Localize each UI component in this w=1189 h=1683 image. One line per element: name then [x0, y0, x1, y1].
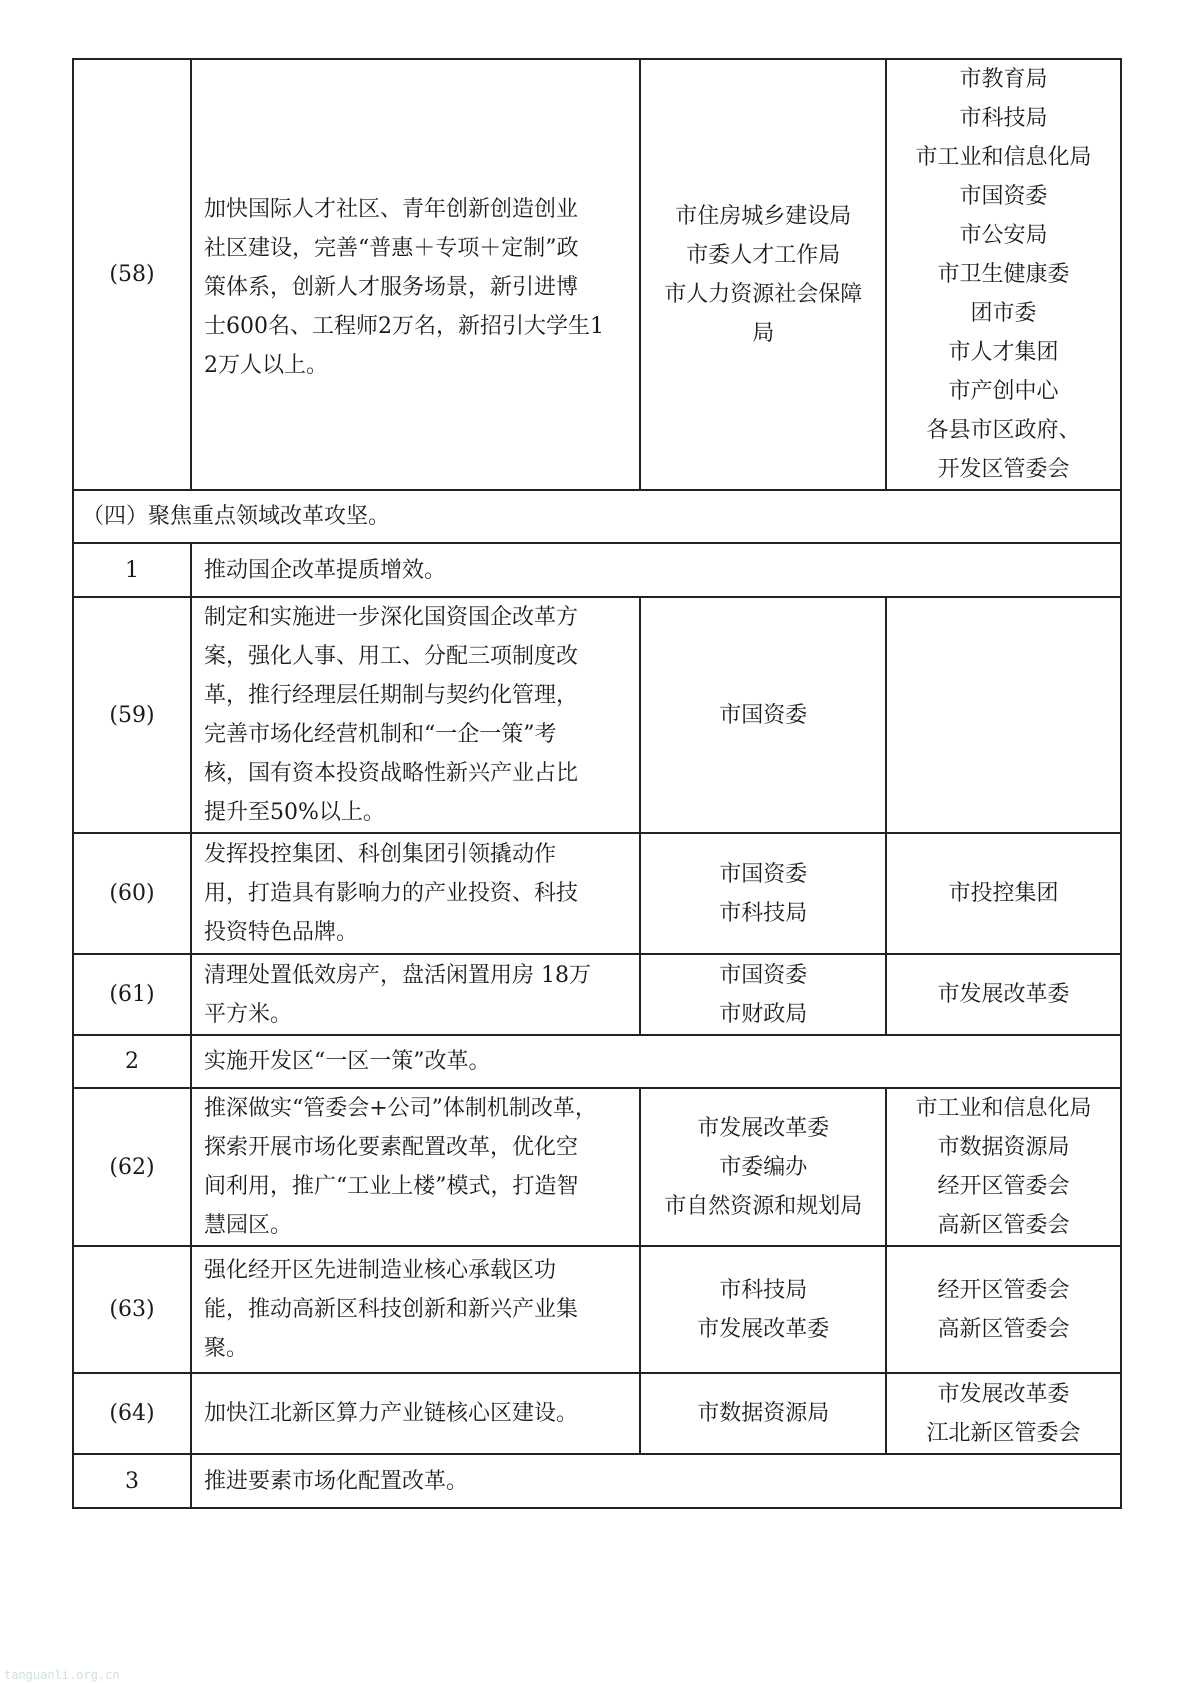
- item-number: (61): [73, 954, 191, 1035]
- task-table: [72, 58, 1122, 1509]
- table-row-64: [73, 1373, 1121, 1454]
- cooperating-units: [886, 597, 1121, 833]
- task-content: 清理处置低效房产，盘活闲置用房 18万 平方米。: [191, 954, 640, 1035]
- group-row-3: [73, 1454, 1121, 1508]
- group-number: 1: [73, 543, 191, 597]
- lead-unit: 市发展改革委 市委编办 市自然资源和规划局: [640, 1088, 886, 1246]
- lead-unit: 市科技局 市发展改革委: [640, 1246, 886, 1373]
- group-row-1: [73, 543, 1121, 597]
- table-row-59: [73, 597, 1121, 833]
- item-number: (62): [73, 1088, 191, 1246]
- cooperating-units: 市教育局 市科技局 市工业和信息化局 市国资委 市公安局 市卫生健康委 团市委 市人才集团 市产创中心 各县市区政府、 开发区管委会: [886, 59, 1121, 490]
- lead-unit: 市住房城乡建设局 市委人才工作局 市人力资源社会保障 局: [640, 59, 886, 490]
- table-row-63: [73, 1246, 1121, 1373]
- table-row-60: [73, 833, 1121, 954]
- cooperating-units: 市发展改革委: [886, 954, 1121, 1035]
- lead-unit: 市国资委: [640, 597, 886, 833]
- group-title: 实施开发区“一区一策”改革。: [191, 1035, 1121, 1088]
- group-number: 3: [73, 1454, 191, 1508]
- task-content: 强化经开区先进制造业核心承载区功 能，推动高新区科技创新和新兴产业集 聚。: [191, 1246, 640, 1373]
- task-content: 推深做实“管委会+公司”体制机制改革， 探索开展市场化要素配置改革，优化空 间利用，推广“工业上楼”模式，打造智 慧园区。: [191, 1088, 640, 1246]
- item-number: (60): [73, 833, 191, 954]
- task-content: 加快国际人才社区、青年创新创造创业 社区建设，完善“普惠＋专项＋定制”政 策体系，创新人才服务场景，新引进博 士600名、工程师2万名，新招引大学生1 2万人以上。: [191, 59, 640, 490]
- task-content: 加快江北新区算力产业链核心区建设。: [191, 1373, 640, 1454]
- section-row: [73, 490, 1121, 543]
- cooperating-units: 市工业和信息化局 市数据资源局 经开区管委会 高新区管委会: [886, 1088, 1121, 1246]
- group-number: 2: [73, 1035, 191, 1088]
- lead-unit: 市数据资源局: [640, 1373, 886, 1454]
- table-row-62: [73, 1088, 1121, 1246]
- table-row-58: [73, 59, 1121, 490]
- group-title: 推动国企改革提质增效。: [191, 543, 1121, 597]
- item-number: (59): [73, 597, 191, 833]
- task-table-body: [73, 59, 1121, 1508]
- item-number: (64): [73, 1373, 191, 1454]
- item-number: (58): [73, 59, 191, 490]
- task-content: 制定和实施进一步深化国资国企改革方 案，强化人事、用工、分配三项制度改 革，推行经理层任期制与契约化管理， 完善市场化经营机制和“一企一策”考 核，国有资本投资战略性新兴产业占比 提升至50%以上。: [191, 597, 640, 833]
- group-title: 推进要素市场化配置改革。: [191, 1454, 1121, 1508]
- group-row-2: [73, 1035, 1121, 1088]
- cooperating-units: 市发展改革委 江北新区管委会: [886, 1373, 1121, 1454]
- item-number: (63): [73, 1246, 191, 1373]
- section-heading: （四）聚焦重点领域改革攻坚。: [73, 490, 1121, 543]
- table-row-61: [73, 954, 1121, 1035]
- cooperating-units: 经开区管委会 高新区管委会: [886, 1246, 1121, 1373]
- task-content: 发挥投控集团、科创集团引领撬动作 用，打造具有影响力的产业投资、科技 投资特色品牌。: [191, 833, 640, 954]
- lead-unit: 市国资委 市科技局: [640, 833, 886, 954]
- site-watermark: tanguanli.org.cn: [4, 1668, 120, 1682]
- cooperating-units: 市投控集团: [886, 833, 1121, 954]
- lead-unit: 市国资委 市财政局: [640, 954, 886, 1035]
